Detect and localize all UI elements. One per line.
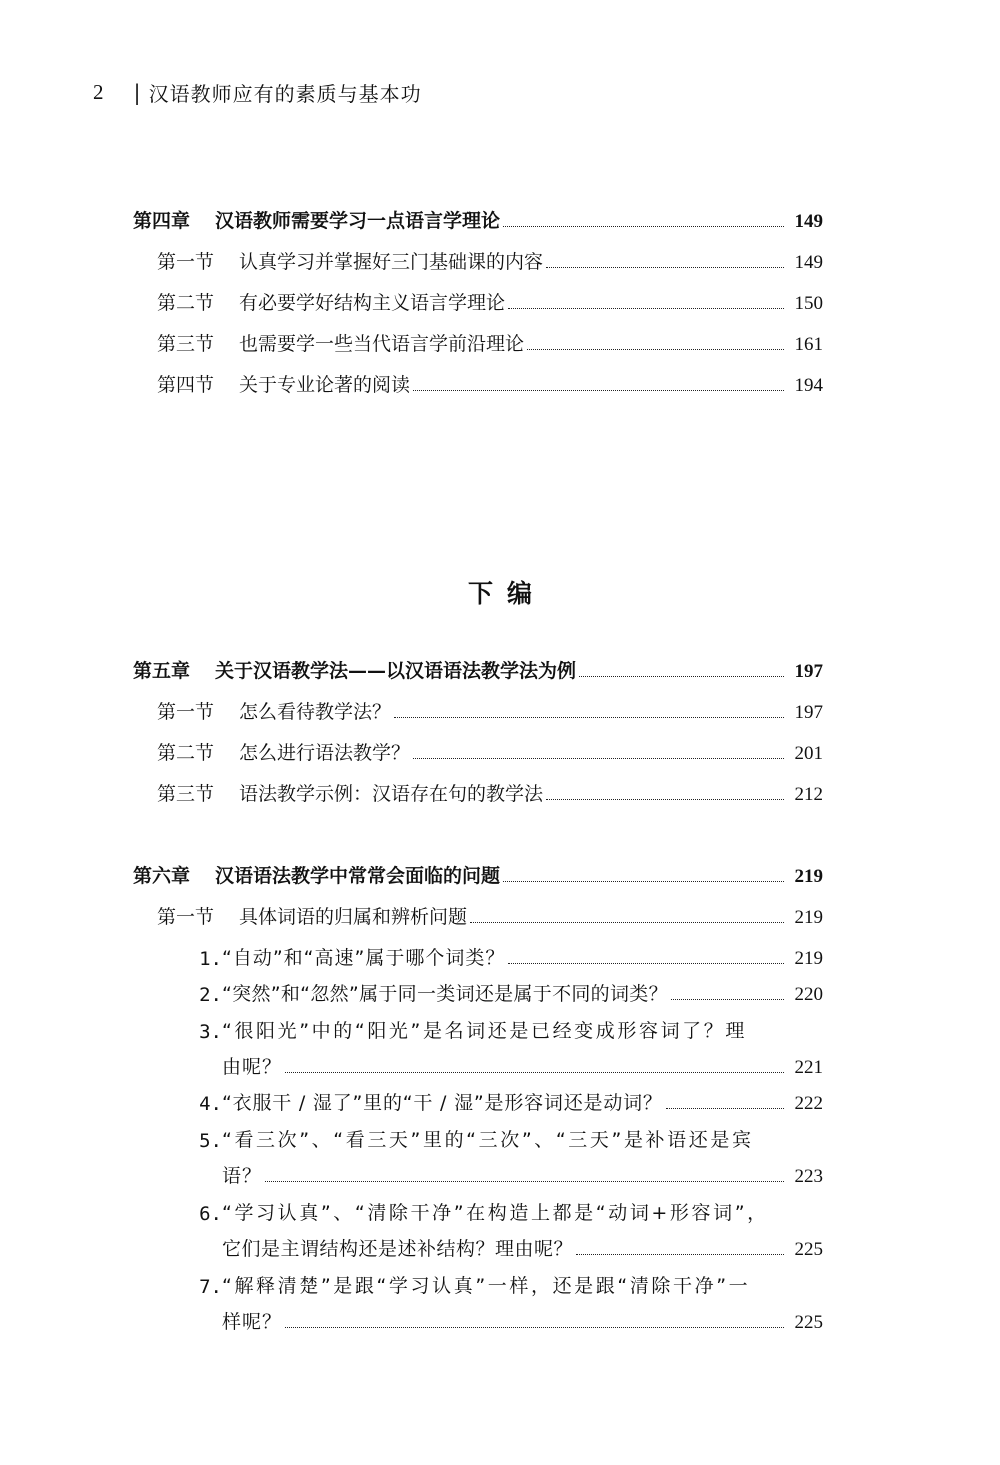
toc-item-continuation[interactable] [222, 1154, 823, 1188]
dot-leader [394, 717, 784, 718]
section-label: 第三节 [157, 783, 215, 805]
page-ref: 149 [794, 211, 823, 232]
header-separator: | [133, 80, 141, 105]
page-number: 2 [93, 80, 104, 104]
dot-leader [265, 1181, 784, 1182]
item-number: 2. [199, 984, 222, 1006]
dot-leader [413, 758, 784, 759]
page-ref: 150 [794, 293, 823, 314]
dot-leader [503, 881, 784, 882]
chapter-title: 汉语教师需要学习一点语言学理论 [215, 210, 501, 232]
section-label: 第二节 [157, 292, 215, 314]
toc-section[interactable] [0, 322, 823, 356]
dot-leader [470, 922, 784, 923]
section-label: 第一节 [157, 701, 215, 723]
section-title: 有必要学好结构主义语言学理论 [239, 292, 506, 314]
toc-item[interactable] [186, 936, 823, 970]
section-label: 第一节 [157, 251, 215, 273]
item-text: “衣服干 / 湿了”里的“干 / 湿”是形容词还是动词？ [222, 1092, 663, 1114]
toc-item[interactable] [186, 1009, 823, 1043]
page-ref: 220 [794, 984, 823, 1005]
toc-chapter-5[interactable] [0, 649, 823, 683]
section-title: 关于专业论著的阅读 [239, 374, 411, 396]
page-ref: 219 [794, 948, 823, 969]
section-title: 具体词语的归属和辨析问题 [239, 906, 468, 928]
page-ref: 225 [794, 1312, 823, 1333]
toc-item-continuation[interactable] [222, 1045, 823, 1079]
chapter-title: 关于汉语教学法——以汉语语法教学法为例 [215, 660, 577, 682]
item-text: “自动”和“高速”属于哪个词类？ [222, 947, 506, 969]
toc-item[interactable] [186, 1118, 823, 1152]
item-text-line1: “解释清楚”是跟“学习认真”一样，还是跟“清除干净”一 [222, 1275, 751, 1297]
page-ref: 225 [794, 1239, 823, 1260]
dot-leader [671, 999, 784, 1000]
page-ref: 219 [794, 907, 823, 928]
chapter-title: 汉语语法教学中常常会面临的问题 [215, 865, 501, 887]
toc-item[interactable] [186, 1081, 823, 1115]
item-number: 5. [199, 1130, 222, 1152]
item-number: 3. [199, 1021, 222, 1043]
dot-leader [546, 799, 784, 800]
chapter-label: 第五章 [133, 660, 191, 682]
section-label: 第三节 [157, 333, 215, 355]
item-text-line2: 它们是主谓结构还是述补结构？理由呢？ [222, 1238, 574, 1260]
dot-leader [546, 267, 784, 268]
section-title: 怎么进行语法教学？ [239, 742, 411, 764]
item-number: 6. [199, 1203, 222, 1225]
page-ref: 222 [794, 1093, 823, 1114]
chapter-label: 第四章 [133, 210, 191, 232]
toc-section[interactable] [0, 690, 823, 724]
dot-leader [527, 349, 784, 350]
page-ref: 201 [794, 743, 823, 764]
item-text-line2: 由呢？ [222, 1056, 283, 1078]
chapter-label: 第六章 [133, 865, 191, 887]
toc-item[interactable] [186, 1264, 823, 1298]
page-ref: 149 [794, 252, 823, 273]
part-title: 下编 [467, 579, 546, 608]
toc-section[interactable] [0, 731, 823, 765]
toc-item[interactable] [186, 1191, 823, 1225]
page-ref: 161 [794, 334, 823, 355]
page-ref: 223 [794, 1166, 823, 1187]
section-label: 第二节 [157, 742, 215, 764]
toc-chapter-4[interactable] [0, 199, 823, 233]
item-text-line2: 语？ [222, 1165, 263, 1187]
toc-item[interactable] [186, 972, 823, 1006]
section-title: 语法教学示例：汉语存在句的教学法 [239, 783, 544, 805]
section-label: 第一节 [157, 906, 215, 928]
section-title: 也需要学一些当代语言学前沿理论 [239, 333, 525, 355]
item-text-line1: “学习认真”、“清除干净”在构造上都是“动词+形容词”， [222, 1202, 769, 1224]
dot-leader [503, 226, 784, 227]
dot-leader [285, 1072, 784, 1073]
running-header [93, 78, 422, 107]
item-text-line2: 样呢？ [222, 1311, 283, 1333]
page-ref: 197 [794, 661, 823, 682]
dot-leader [576, 1254, 784, 1255]
item-text-line1: “看三次”、“看三天”里的“三次”、“三天”是补语还是宾 [222, 1129, 754, 1151]
toc-chapter-6[interactable] [0, 854, 823, 888]
item-number: 7. [199, 1276, 222, 1298]
toc-section[interactable] [0, 281, 823, 315]
item-text-line1: “很阳光”中的“阳光”是名词还是已经变成形容词了？理 [222, 1020, 747, 1042]
item-number: 4. [199, 1093, 222, 1115]
dot-leader [579, 676, 784, 677]
page-ref: 197 [794, 702, 823, 723]
item-number: 1. [199, 948, 222, 970]
section-label: 第四节 [157, 374, 215, 396]
dot-leader [508, 963, 784, 964]
dot-leader [508, 308, 784, 309]
page-ref: 221 [794, 1057, 823, 1078]
dot-leader [413, 390, 784, 391]
page-ref: 219 [794, 866, 823, 887]
toc-section[interactable] [0, 895, 823, 929]
page-ref: 212 [794, 784, 823, 805]
book-title: 汉语教师应有的素质与基本功 [148, 82, 422, 106]
dot-leader [285, 1327, 784, 1328]
item-text: “突然”和“忽然”属于同一类词还是属于不同的词类？ [222, 983, 668, 1005]
toc-item-continuation[interactable] [222, 1300, 823, 1334]
toc-section[interactable] [0, 772, 823, 806]
toc-section[interactable] [0, 240, 823, 274]
section-title: 怎么看待教学法？ [239, 701, 392, 723]
section-title: 认真学习并掌握好三门基础课的内容 [239, 251, 544, 273]
toc-item-continuation[interactable] [222, 1227, 823, 1261]
page-ref: 194 [794, 375, 823, 396]
toc-section[interactable] [0, 363, 823, 397]
dot-leader [666, 1108, 784, 1109]
